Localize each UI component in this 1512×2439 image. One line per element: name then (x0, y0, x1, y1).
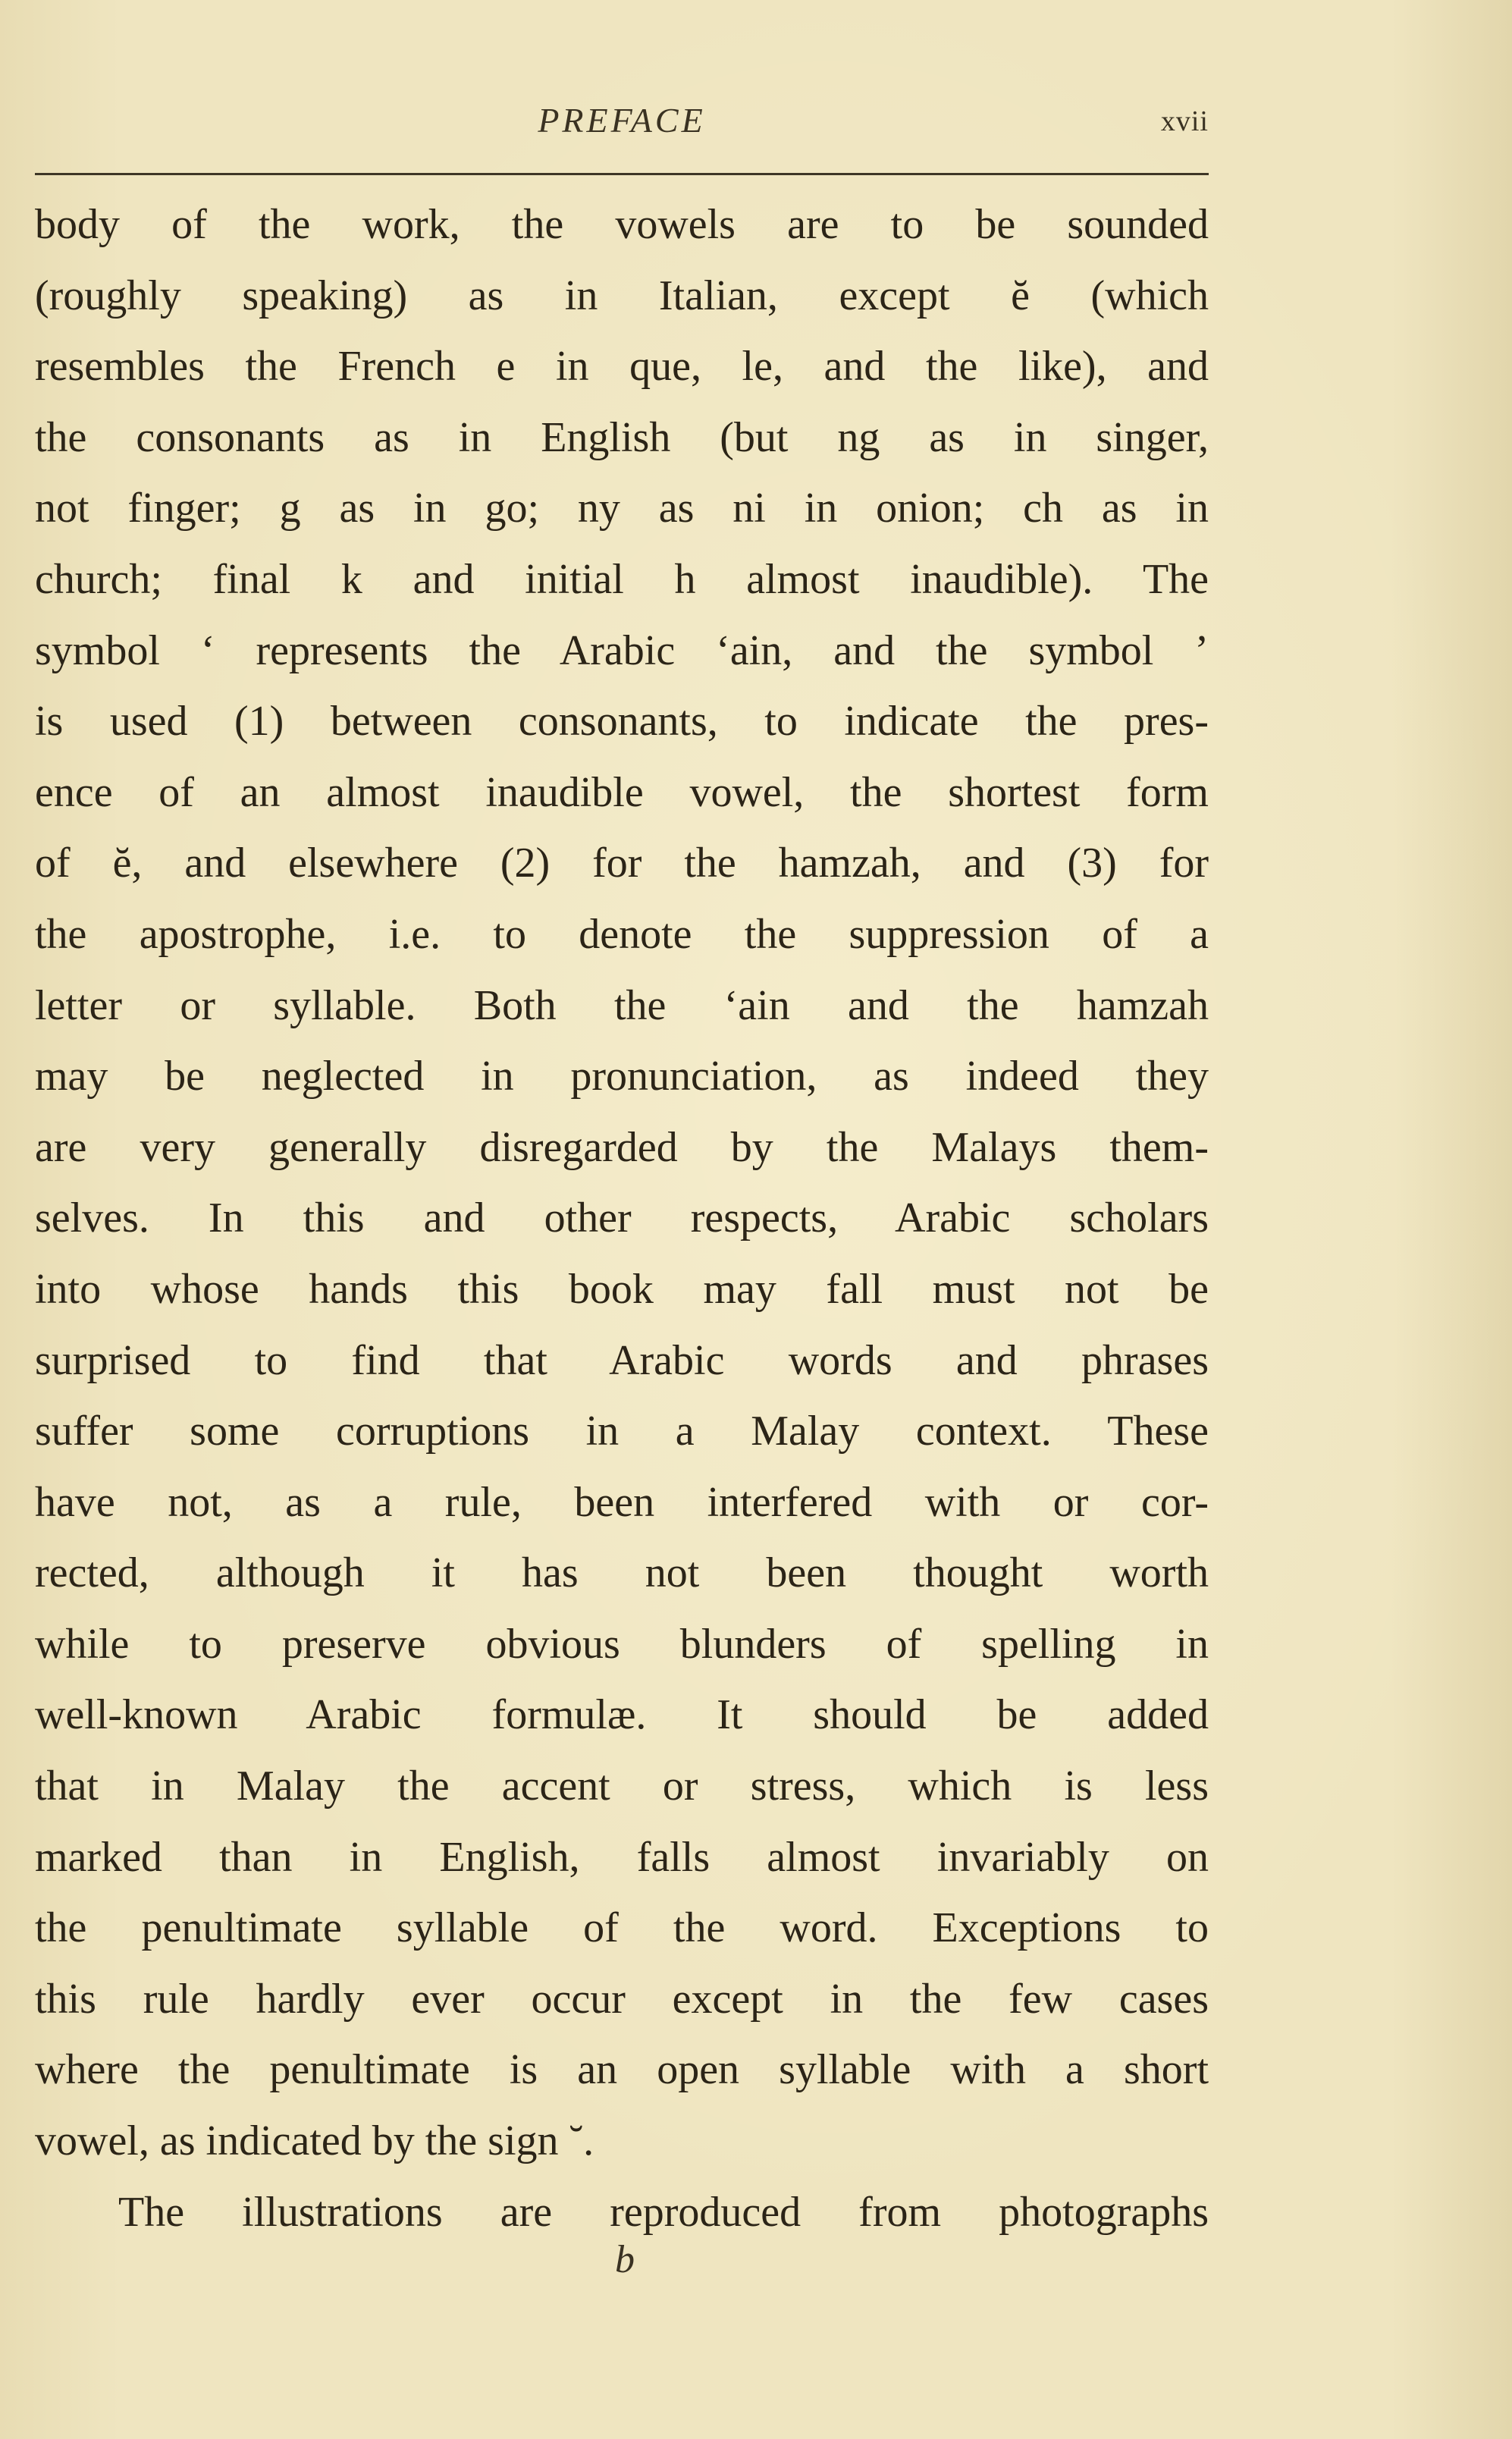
text-line: the consonants as in English (but ng as in singer, (35, 413, 1209, 461)
text-line: have not, as a rule, been interfered with or cor- (35, 1478, 1209, 1526)
text-line: the apostrophe, i.e. to denote the suppression of a (35, 910, 1209, 958)
text-line: while to preserve obvious blunders of spelling in (35, 1620, 1209, 1668)
page-header (35, 100, 1209, 153)
text-line: symbol ‘ represents the Arabic ‘ain, and the symbol ’ (35, 626, 1209, 674)
text-line: rected, although it has not been thought worth (35, 1549, 1209, 1597)
text-line: not finger; g as in go; ny as ni in onion; ch as in (35, 485, 1209, 532)
text-line: surprised to find that Arabic words and phrases (35, 1336, 1209, 1384)
text-line: of ĕ, and elsewhere (2) for the hamzah, and (3) for (35, 840, 1209, 887)
text-line: where the penultimate is an open syllable with a short (35, 2046, 1209, 2094)
text-line: are very generally disregarded by the Malays them- (35, 1123, 1209, 1171)
text-line: well-known Arabic formulæ. It should be added (35, 1691, 1209, 1739)
body-text (35, 190, 1209, 2248)
text-line: may be neglected in pronunciation, as indeed they (35, 1053, 1209, 1100)
text-line: this rule hardly ever occur except in the few cases (35, 1975, 1209, 2023)
text-line: The illustrations are reproduced from photographs (118, 2188, 1209, 2236)
text-line: church; final k and initial h almost inaudible). The (35, 555, 1209, 603)
text-line: marked than in English, falls almost invariably on (35, 1833, 1209, 1881)
text-line: vowel, as indicated by the sign ˘. (35, 2117, 594, 2165)
text-line: resembles the French e in que, le, and the like), and (35, 343, 1209, 391)
text-line: (roughly speaking) as in Italian, except ĕ (which (35, 272, 1209, 319)
running-head: PREFACE (538, 101, 706, 140)
signature-mark: b (615, 2238, 635, 2281)
text-line: the penultimate syllable of the word. Exceptions to (35, 1904, 1209, 1952)
text-line: letter or syllable. Both the ‘ain and the hamzah (35, 981, 1209, 1029)
text-line: suffer some corruptions in a Malay context. These (35, 1408, 1209, 1455)
page-number: xvii (1160, 105, 1209, 137)
header-rule (35, 173, 1209, 175)
text-line: selves. In this and other respects, Arabic scholars (35, 1194, 1209, 1242)
text-line: that in Malay the accent or stress, which is less (35, 1763, 1209, 1810)
text-line: body of the work, the vowels are to be sounded (35, 201, 1209, 248)
text-line: into whose hands this book may fall must not be (35, 1265, 1209, 1313)
text-line: is used (1) between consonants, to indicate the pres- (35, 698, 1209, 746)
text-line: ence of an almost inaudible vowel, the shortest form (35, 768, 1209, 816)
